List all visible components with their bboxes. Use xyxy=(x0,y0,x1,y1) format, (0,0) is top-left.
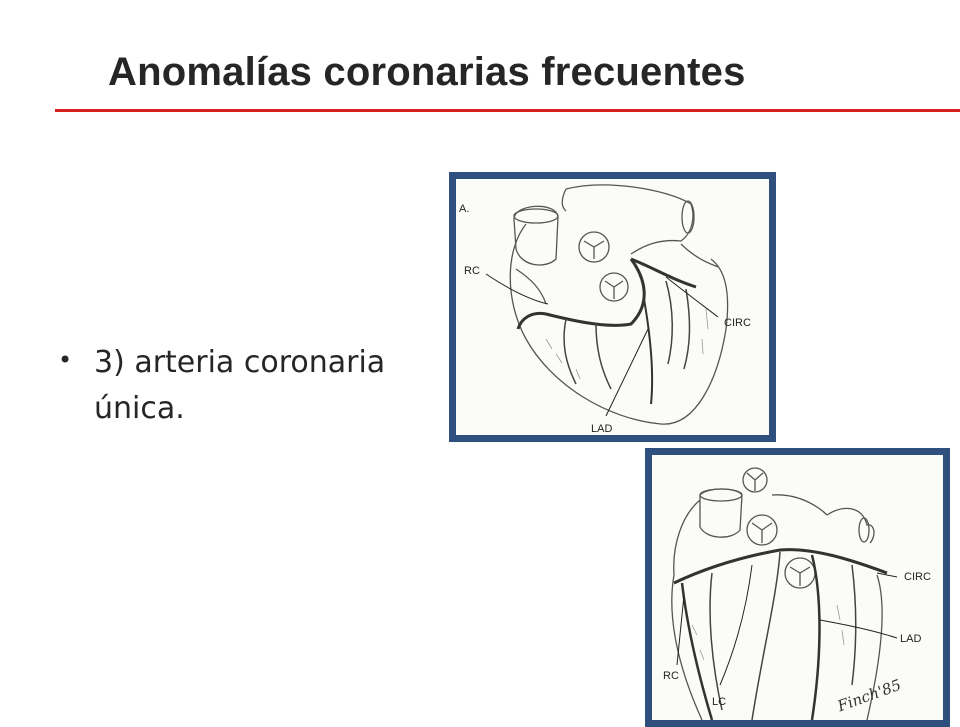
label-lc-b: LC xyxy=(712,696,727,708)
label-circ-b: CIRC xyxy=(904,571,931,583)
label-circ: CIRC xyxy=(724,317,751,329)
bullet-list xyxy=(58,340,448,432)
label-lad-b: LAD xyxy=(900,633,922,645)
slide-title: Anomalías coronarias frecuentes xyxy=(108,50,746,94)
label-rc-b: RC xyxy=(663,670,679,682)
heart-illustration-a xyxy=(456,179,769,435)
heart-diagram-figure-b xyxy=(645,448,950,727)
figure-a-corner-label: A. xyxy=(459,203,470,215)
bullet-text: 3) arteria coronaria única. xyxy=(94,345,386,426)
bullet-item xyxy=(58,340,448,432)
heart-diagram-figure-a xyxy=(449,172,776,442)
label-rc: RC xyxy=(464,265,480,277)
artist-signature: Finch'85 xyxy=(835,675,904,716)
heart-illustration-b xyxy=(652,455,943,720)
bullet-dot-icon: • xyxy=(58,346,73,374)
label-lad: LAD xyxy=(591,423,613,435)
title-underline xyxy=(55,109,960,112)
